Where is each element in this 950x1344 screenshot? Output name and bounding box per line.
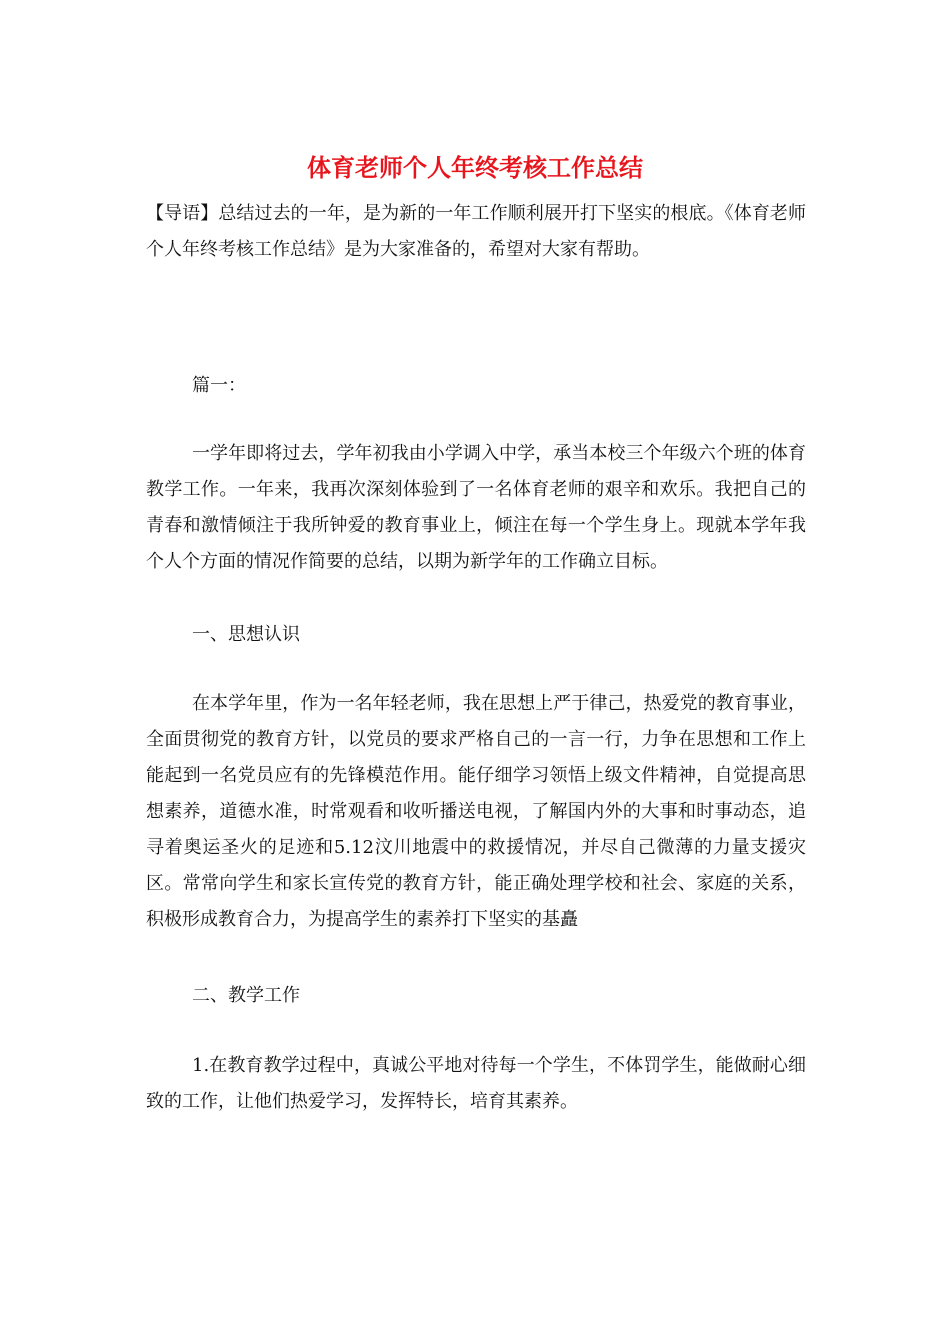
paragraph-1: 一学年即将过去，学年初我由小学调入中学，承当本校三个年级六个班的体育教学工作。一年来，我再次深刻体验到了一名体育老师的艰辛和欢乐。我把自己的青春和激情倾注于我所钟爱的教育事业上，倾注在每一个学生身上。现就本学年我个人个方面的情况作简要的总结，以期为新学年的工作确立目标。 [146,443,806,572]
section-2-heading: 二、教学工作 [192,985,300,1006]
paragraph-2: 在本学年里，作为一名年轻老师，我在思想上严于律己，热爱党的教育事业，全面贯彻党的教育方针，以党员的要求严格自己的一言一行，力争在思想和工作上能起到一名党员应有的先锋模范作用。能仔细学习领悟上级文件精神，自觉提高思想素养，道德水准，时常观看和收听播送电视，了解国内外的大事和时事动态，追寻着奥运圣火的足迹和5.12汶川地震中的救援情况，并尽自己微薄的力量支援灾区。常常向学生和家长宣传党的教育方针，能正确处理学校和社会、家庭的关系，积极形成教育合力，为提高学生的素养打下坚实的基矗 [146,693,806,930]
intro-paragraph: 【导语】总结过去的一年，是为新的一年工作顺利展开打下坚实的根底。《体育老师个人年终考核工作总结》是为大家准备的，希望对大家有帮助。 [146,203,806,260]
document-title: 体育老师个人年终考核工作总结 [307,154,643,182]
section-1-heading: 一、思想认识 [192,624,300,645]
part-label: 篇一： [192,375,246,396]
paragraph-3: 1.在教育教学过程中，真诚公平地对待每一个学生，不体罚学生，能做耐心细致的工作，让他们热爱学习，发挥特长，培育其素养。 [146,1055,806,1112]
